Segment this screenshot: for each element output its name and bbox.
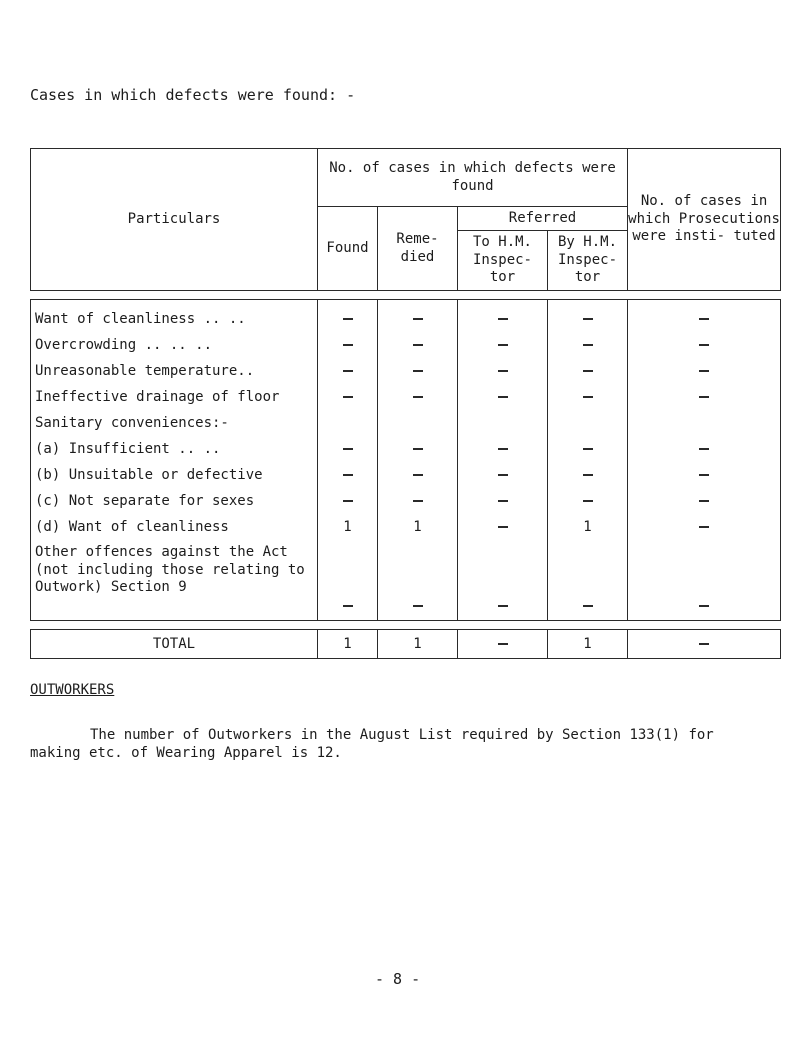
dash-mark xyxy=(343,396,353,398)
dash-mark xyxy=(343,474,353,476)
cell-remedied xyxy=(378,462,458,488)
page-heading: Cases in which defects were found: - xyxy=(30,86,356,104)
cell-by-hm xyxy=(548,488,628,514)
dash-mark xyxy=(413,318,423,320)
dash-mark xyxy=(413,605,423,607)
dash-mark xyxy=(583,448,593,450)
dash-mark xyxy=(699,448,709,450)
dash-mark xyxy=(699,396,709,398)
cell-by-hm xyxy=(548,436,628,462)
header-remedied: Reme- died xyxy=(378,207,458,291)
cell-remedied xyxy=(378,436,458,462)
cell-by-hm xyxy=(548,384,628,410)
dash-mark xyxy=(343,448,353,450)
row-label: Want of cleanliness .. .. xyxy=(31,300,318,333)
cell-to-hm xyxy=(458,514,548,540)
table-row xyxy=(31,462,781,488)
header-found: Found xyxy=(318,207,378,291)
cell-found xyxy=(318,462,378,488)
cell-to-hm xyxy=(458,488,548,514)
row-label: (a) Insufficient .. .. xyxy=(31,436,318,462)
dash-mark xyxy=(699,500,709,502)
dash-mark xyxy=(413,396,423,398)
dash-mark xyxy=(498,370,508,372)
header-prosecutions: No. of cases in which Prosecutions were insti- tuted xyxy=(628,149,781,291)
cell-remedied xyxy=(378,410,458,436)
dash-mark xyxy=(413,370,423,372)
cell-remedied xyxy=(378,332,458,358)
cell-prosecutions xyxy=(628,436,781,462)
table-row xyxy=(31,514,781,540)
cell-found xyxy=(318,436,378,462)
cell-prosecutions xyxy=(628,410,781,436)
row-label: Other offences against the Act (not including those relating to Outwork) Section 9 xyxy=(31,540,318,621)
header-referred: Referred xyxy=(458,207,628,231)
dash-mark xyxy=(498,318,508,320)
dash-mark xyxy=(699,474,709,476)
dash-mark xyxy=(343,500,353,502)
dash-mark xyxy=(699,643,709,645)
row-label: (c) Not separate for sexes xyxy=(31,488,318,514)
dash-mark xyxy=(498,605,508,607)
row-label: Overcrowding .. .. .. xyxy=(31,332,318,358)
header-by-hm-inspector: By H.M. Inspec- tor xyxy=(548,231,628,291)
cell-prosecutions xyxy=(628,462,781,488)
dash-mark xyxy=(583,370,593,372)
cell-by-hm xyxy=(548,332,628,358)
dash-mark xyxy=(699,605,709,607)
total-to-hm xyxy=(458,630,548,659)
dash-mark xyxy=(498,448,508,450)
dash-mark xyxy=(583,318,593,320)
cell-by-hm xyxy=(548,540,628,621)
row-label: Ineffective drainage of floor xyxy=(31,384,318,410)
dash-mark xyxy=(498,396,508,398)
cell-prosecutions xyxy=(628,540,781,621)
dash-mark xyxy=(699,370,709,372)
cell-found xyxy=(318,358,378,384)
cell-remedied xyxy=(378,488,458,514)
cell-found: 1 xyxy=(318,514,378,540)
cell-remedied xyxy=(378,300,458,333)
page-number: - 8 - xyxy=(375,970,421,988)
dash-mark xyxy=(583,344,593,346)
cell-found xyxy=(318,488,378,514)
outworkers-title: OUTWORKERS xyxy=(30,682,115,698)
dash-mark xyxy=(699,344,709,346)
cell-to-hm xyxy=(458,540,548,621)
table-row xyxy=(31,488,781,514)
row-label: Sanitary conveniences:- xyxy=(31,410,318,436)
dash-mark xyxy=(498,526,508,528)
cell-remedied: 1 xyxy=(378,514,458,540)
table-row xyxy=(31,300,781,333)
dash-mark xyxy=(699,318,709,320)
header-to-hm-inspector: To H.M. Inspec- tor xyxy=(458,231,548,291)
cell-found xyxy=(318,332,378,358)
cell-by-hm: 1 xyxy=(548,514,628,540)
cell-found xyxy=(318,384,378,410)
cell-remedied xyxy=(378,384,458,410)
header-defects-group: No. of cases in which defects were found xyxy=(318,149,628,207)
cell-to-hm xyxy=(458,436,548,462)
total-found: 1 xyxy=(318,630,378,659)
cell-by-hm xyxy=(548,410,628,436)
cell-prosecutions xyxy=(628,488,781,514)
cell-found xyxy=(318,410,378,436)
dash-mark xyxy=(343,370,353,372)
cell-remedied xyxy=(378,358,458,384)
row-label: (b) Unsuitable or defective xyxy=(31,462,318,488)
dash-mark xyxy=(413,448,423,450)
cell-prosecutions xyxy=(628,384,781,410)
table-row xyxy=(31,332,781,358)
outworkers-text: The number of Outworkers in the August List required by Section 133(1) for making etc. of Wearing Apparel is 12. xyxy=(30,727,714,762)
dash-mark xyxy=(498,500,508,502)
total-row xyxy=(31,630,781,659)
cell-to-hm xyxy=(458,462,548,488)
cell-by-hm xyxy=(548,462,628,488)
cell-remedied xyxy=(378,540,458,621)
row-label: Unreasonable temperature.. xyxy=(31,358,318,384)
cell-prosecutions xyxy=(628,332,781,358)
dash-mark xyxy=(498,643,508,645)
cell-found xyxy=(318,300,378,333)
dash-mark xyxy=(583,396,593,398)
table-row xyxy=(31,436,781,462)
dash-mark xyxy=(343,344,353,346)
cell-to-hm xyxy=(458,358,548,384)
total-by-hm: 1 xyxy=(548,630,628,659)
dash-mark xyxy=(583,474,593,476)
total-label: TOTAL xyxy=(31,630,318,659)
table-row xyxy=(31,540,781,621)
total-remedied: 1 xyxy=(378,630,458,659)
dash-mark xyxy=(413,474,423,476)
dash-mark xyxy=(343,318,353,320)
header-particulars: Particulars xyxy=(31,149,318,291)
dash-mark xyxy=(343,605,353,607)
total-prosecutions xyxy=(628,630,781,659)
cell-prosecutions xyxy=(628,514,781,540)
cell-to-hm xyxy=(458,384,548,410)
cell-by-hm xyxy=(548,358,628,384)
table-row xyxy=(31,410,781,436)
cell-prosecutions xyxy=(628,300,781,333)
dash-mark xyxy=(583,500,593,502)
table-row xyxy=(31,384,781,410)
dash-mark xyxy=(699,526,709,528)
table-row xyxy=(31,358,781,384)
dash-mark xyxy=(498,344,508,346)
cell-to-hm xyxy=(458,300,548,333)
row-label: (d) Want of cleanliness xyxy=(31,514,318,540)
defects-table xyxy=(30,148,781,659)
dash-mark xyxy=(413,500,423,502)
dash-mark xyxy=(413,344,423,346)
dash-mark xyxy=(498,474,508,476)
cell-by-hm xyxy=(548,300,628,333)
cell-to-hm xyxy=(458,332,548,358)
cell-found xyxy=(318,540,378,621)
cell-to-hm xyxy=(458,410,548,436)
dash-mark xyxy=(583,605,593,607)
cell-prosecutions xyxy=(628,358,781,384)
